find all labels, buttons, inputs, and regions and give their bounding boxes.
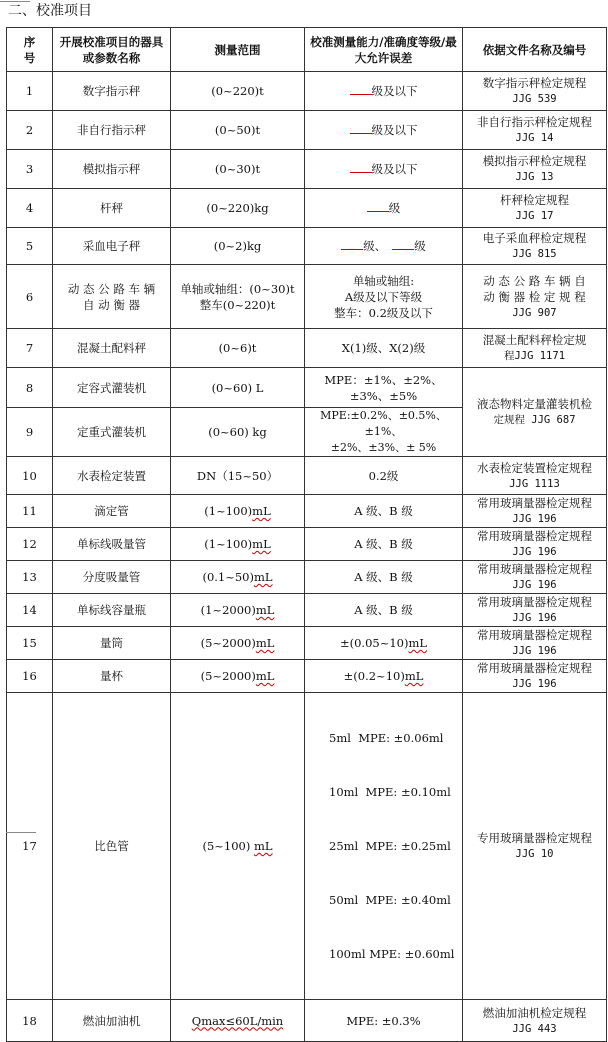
basis-title: 常用玻璃量器检定规程 <box>477 529 592 543</box>
basis-code: JJG 196 <box>512 546 557 558</box>
header-basis: 依据文件名称及编号 <box>463 28 607 72</box>
row-basis <box>463 495 607 528</box>
row-basis <box>463 150 607 189</box>
row-seq: 9 <box>7 408 53 457</box>
basis-code: JJG 1113 <box>509 477 560 490</box>
row-name: 单标线吸量管 <box>53 528 171 561</box>
capability-line: 5ml MPE: ±0.06ml <box>329 731 444 745</box>
basis-title: 常用玻璃量器检定规程 <box>477 496 592 510</box>
basis-title: 混凝土配料秤检定规 <box>482 333 587 347</box>
capability-text: 级 <box>414 239 426 253</box>
table-row <box>7 594 607 627</box>
row-seq: 8 <box>7 368 53 408</box>
blank-field <box>392 238 414 250</box>
range-unit: mL <box>255 669 275 683</box>
row-capability: X(1)级、X(2)级 <box>305 329 463 368</box>
row-seq: 10 <box>7 457 53 495</box>
row-name: 定容式灌装机 <box>53 368 171 408</box>
basis-code: JJG 907 <box>512 306 557 319</box>
basis-code: JJG 443 <box>512 1022 557 1035</box>
table-row <box>7 228 607 265</box>
range-text: (1~100) <box>204 504 253 518</box>
row-seq: 3 <box>7 150 53 189</box>
range-text: (5~2000) <box>200 669 256 683</box>
capability-text: 级 <box>388 201 401 215</box>
table-row <box>7 150 607 189</box>
table-row <box>7 693 607 1000</box>
row-range: (0~60) L <box>171 368 305 408</box>
capability-line: 整车：0.2级及以下 <box>334 305 433 320</box>
capability-line: 25ml MPE: ±0.25ml <box>329 839 451 853</box>
basis-code: JJG 13 <box>515 171 554 183</box>
row-seq: 13 <box>7 561 53 594</box>
row-capability: A 级、B 级 <box>305 594 463 627</box>
basis-title: 常用玻璃量器检定规程 <box>477 562 592 576</box>
row-name <box>53 265 171 329</box>
blank-field <box>350 122 372 134</box>
row-capability: A 级、B 级 <box>305 495 463 528</box>
row-basis <box>463 594 607 627</box>
row-range: (0~220)t <box>171 72 305 111</box>
row-basis <box>463 528 607 561</box>
basis-code: JJG 196 <box>512 612 557 624</box>
row-seq: 11 <box>7 495 53 528</box>
row-range <box>171 528 305 561</box>
row-seq: 15 <box>7 627 53 660</box>
basis-code: JJG 196 <box>512 678 557 690</box>
basis-title: 常用玻璃量器检定规程 <box>477 661 592 675</box>
range-unit: mL <box>253 839 273 853</box>
row-name: 非自行指示秤 <box>53 111 171 150</box>
capability-text: ±(0.2~10) <box>343 669 405 683</box>
capability-line: 100ml MPE: ±0.60ml <box>329 947 455 961</box>
basis-code: 程JJG 1171 <box>503 350 566 362</box>
range-unit: mL <box>253 570 273 584</box>
capability-text: ±(0.05~10) <box>339 636 409 650</box>
basis-code: JJG 196 <box>512 579 557 591</box>
row-basis <box>463 561 607 594</box>
header-row <box>7 28 607 72</box>
basis-title: 动 态 公 路 车 辆 自 <box>483 273 586 288</box>
header-capability: 校准测量能力/准确度等级/最大允许误差 <box>305 28 463 72</box>
capability-line: 50ml MPE: ±0.40ml <box>329 893 451 907</box>
row-name: 滴定管 <box>53 495 171 528</box>
basis-title: 模拟指示秤检定规程 <box>482 154 587 168</box>
row-range: (0~6)t <box>171 329 305 368</box>
basis-title: 专用玻璃量器检定规程 <box>477 831 592 845</box>
basis-code: JJG 10 <box>515 848 554 860</box>
row-name: 量杯 <box>53 660 171 693</box>
basis-title: 燃油加油机检定规程 <box>482 1005 587 1020</box>
basis-title: 杆秤检定规程 <box>500 193 569 207</box>
capability-line: MPE：±1%、±2%、 <box>324 372 443 387</box>
row-basis <box>463 111 607 150</box>
basis-code: JJG 539 <box>512 93 557 105</box>
header-range: 测量范围 <box>171 28 305 72</box>
basis-title: 数字指示秤检定规程 <box>482 76 587 90</box>
row-basis <box>463 189 607 228</box>
capability-line: 10ml MPE: ±0.10ml <box>329 785 451 799</box>
row-capability <box>305 368 463 408</box>
row-capability <box>305 189 463 228</box>
row-capability <box>305 111 463 150</box>
row-range: DN（15~50） <box>171 457 305 495</box>
table-row <box>7 72 607 111</box>
row-capability: 0.2级 <box>305 457 463 495</box>
capability-text: 级及以下 <box>371 123 418 137</box>
range-unit: mL <box>252 537 271 551</box>
row-basis <box>463 72 607 111</box>
row-capability <box>305 693 463 1000</box>
capability-line: MPE:±0.2%、±0.5%、±1%、 <box>320 409 447 438</box>
capability-line: ±2%、±3%、± 5% <box>330 441 437 454</box>
row-basis-merged <box>463 368 607 457</box>
capability-text: 级、 <box>363 239 387 253</box>
blank-field <box>341 238 363 250</box>
row-capability: A 级、B 级 <box>305 528 463 561</box>
name-line: 动 态 公 路 车 辆 <box>67 281 156 296</box>
row-seq: 6 <box>7 265 53 329</box>
table-row <box>7 111 607 150</box>
row-range <box>171 627 305 660</box>
capability-line: 单轴或轴组: <box>352 273 415 288</box>
row-capability <box>305 228 463 265</box>
row-basis <box>463 660 607 693</box>
row-basis <box>463 693 607 1000</box>
table-row <box>7 627 607 660</box>
range-line: 单轴或轴组：(0~30)t <box>180 281 295 296</box>
row-range <box>171 265 305 329</box>
range-unit: mL <box>252 504 271 518</box>
row-name: 杆秤 <box>53 189 171 228</box>
row-range: (0~220)kg <box>171 189 305 228</box>
row-capability <box>305 150 463 189</box>
range-text: (0.1~50) <box>202 570 254 584</box>
header-name: 开展校准项目的器具或参数名称 <box>53 28 171 72</box>
row-range: (0~60) kg <box>171 408 305 457</box>
table-row <box>7 265 607 329</box>
range-text: Qmax≤60L/min <box>191 1013 284 1028</box>
basis-title: 液态物料定量灌装机检 <box>477 397 592 411</box>
row-capability: A 级、B 级 <box>305 561 463 594</box>
row-capability <box>305 660 463 693</box>
table-row <box>7 189 607 228</box>
row-basis <box>463 228 607 265</box>
calibration-table <box>6 27 607 1042</box>
row-range: (0~30)t <box>171 150 305 189</box>
row-range <box>171 561 305 594</box>
basis-title: 电子采血秤检定规程 <box>482 231 587 245</box>
row-range: (0~50)t <box>171 111 305 150</box>
row-capability <box>305 408 463 457</box>
basis-code: JJG 14 <box>515 132 554 144</box>
row-basis <box>463 1000 607 1042</box>
row-seq: 2 <box>7 111 53 150</box>
row-name: 量筒 <box>53 627 171 660</box>
row-seq: 14 <box>7 594 53 627</box>
basis-title: 常用玻璃量器检定规程 <box>477 628 592 642</box>
row-seq: 1 <box>7 72 53 111</box>
row-capability <box>305 72 463 111</box>
range-text: (5~100) <box>202 839 254 853</box>
range-text: (1~2000) <box>200 603 256 617</box>
row-seq: 17 <box>7 693 53 1000</box>
name-line: 自 动 衡 器 <box>83 297 140 312</box>
capability-text: 级及以下 <box>371 162 418 176</box>
table-row <box>7 457 607 495</box>
table-row <box>7 495 607 528</box>
basis-title: 常用玻璃量器检定规程 <box>477 595 592 609</box>
basis-code: 定规程 JJG 687 <box>493 414 576 426</box>
capability-text: 级及以下 <box>371 84 418 98</box>
table-row <box>7 660 607 693</box>
basis-code: JJG 196 <box>512 513 557 525</box>
row-basis <box>463 627 607 660</box>
blank-field <box>350 83 372 95</box>
row-range <box>171 693 305 1000</box>
row-capability: MPE: ±0.3% <box>305 1000 463 1042</box>
basis-title: 非自行指示秤检定规程 <box>477 115 592 129</box>
row-name: 模拟指示秤 <box>53 150 171 189</box>
row-range <box>171 1000 305 1042</box>
row-capability <box>305 627 463 660</box>
row-basis <box>463 329 607 368</box>
range-unit: mL <box>255 603 275 617</box>
row-name: 燃油加油机 <box>53 1000 171 1042</box>
capability-unit: mL <box>408 636 428 650</box>
capability-unit: mL <box>404 669 424 683</box>
row-name: 单标线容量瓶 <box>53 594 171 627</box>
row-name: 比色管 <box>53 693 171 1000</box>
capability-line: A级及以下等级 <box>344 289 423 304</box>
table-row <box>7 528 607 561</box>
header-seq: 序号 <box>7 28 53 72</box>
table-row <box>7 1000 607 1042</box>
table-row <box>7 368 607 408</box>
basis-title: 水表检定装置检定规程 <box>477 460 592 475</box>
blank-field <box>350 161 372 173</box>
row-name: 采血电子秤 <box>53 228 171 265</box>
basis-code: JJG 815 <box>512 248 557 260</box>
row-seq: 4 <box>7 189 53 228</box>
row-seq: 16 <box>7 660 53 693</box>
capability-line: ±3%、±5% <box>349 388 418 403</box>
range-text: (5~2000) <box>200 636 256 650</box>
basis-code: JJG 17 <box>515 210 554 222</box>
bottom-rule <box>6 832 36 833</box>
range-text: (1~100) <box>204 537 253 551</box>
row-basis <box>463 265 607 329</box>
row-name: 定重式灌装机 <box>53 408 171 457</box>
row-name: 数字指示秤 <box>53 72 171 111</box>
section-title: 二、校准项目 <box>8 3 92 19</box>
table-row <box>7 329 607 368</box>
range-line: 整车(0~220)t <box>199 297 276 312</box>
range-unit: mL <box>255 636 275 650</box>
row-range <box>171 660 305 693</box>
basis-code: JJG 196 <box>512 645 557 657</box>
row-range <box>171 594 305 627</box>
row-name: 水表检定装置 <box>53 457 171 495</box>
row-name: 分度吸量管 <box>53 561 171 594</box>
row-capability <box>305 265 463 329</box>
blank-field <box>367 200 389 212</box>
row-range: (0~2)kg <box>171 228 305 265</box>
row-name: 混凝土配料秤 <box>53 329 171 368</box>
row-range <box>171 495 305 528</box>
row-seq: 7 <box>7 329 53 368</box>
row-seq: 18 <box>7 1000 53 1042</box>
basis-title: 动 衡 器 检 定 规 程 <box>483 289 586 304</box>
row-seq: 5 <box>7 228 53 265</box>
row-seq: 12 <box>7 528 53 561</box>
table-row <box>7 561 607 594</box>
row-basis <box>463 457 607 495</box>
